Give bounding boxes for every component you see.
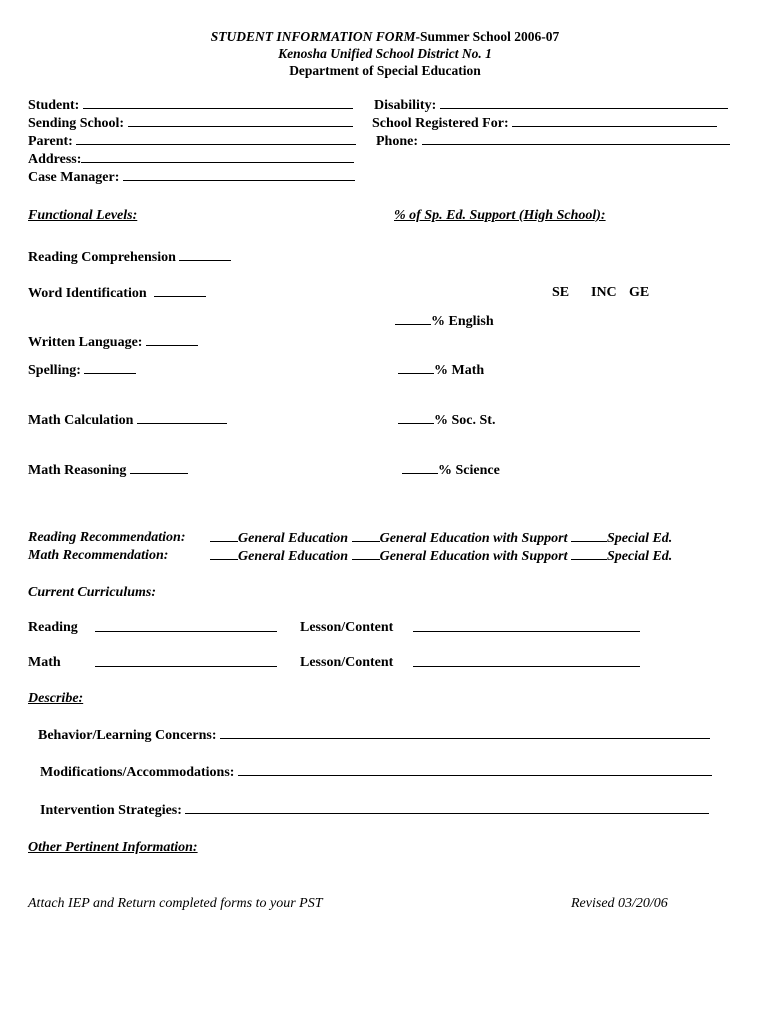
disability-field [374,96,728,114]
modifications-line[interactable] [238,763,712,776]
spelling-line[interactable] [84,361,136,374]
case-manager-line[interactable] [123,168,355,181]
student-field [28,96,353,114]
written-language-field [28,333,198,351]
math-support-blank[interactable] [352,547,380,560]
word-identification-label: Word Identification [28,286,147,301]
reading-support-label: General Education with Support [379,531,568,546]
form-title-italic: STUDENT INFORMATION FORM [210,29,416,44]
form-title-rest: -Summer School 2006-07 [415,29,560,44]
disability-label: Disability: [374,98,437,113]
parent-field [28,132,356,150]
student-line[interactable] [83,96,353,109]
curriculums-heading: Current Curriculums: [28,585,156,600]
reading-lesson-label: Lesson/Content [300,620,394,635]
department-name: Department of Special Education [289,63,481,78]
school-registered-field [372,114,717,132]
math-recommendation-label: Math Recommendation: [28,548,169,563]
behavior-line[interactable] [220,726,710,739]
functional-levels-heading: Functional Levels: [28,208,138,223]
case-manager-label: Case Manager: [28,170,120,185]
math-support-line[interactable] [398,361,434,374]
reading-special-label: Special Ed. [606,531,673,546]
reading-support-blank[interactable] [352,529,380,542]
english-label: % English [431,314,494,329]
written-language-label: Written Language: [28,335,143,350]
word-identification-field [28,284,206,302]
math-reasoning-label: Math Reasoning [28,463,127,478]
sending-school-field [28,114,353,132]
math-curriculum-label: Math [28,655,61,670]
written-language-line[interactable] [146,333,198,346]
reading-recommendation-label: Reading Recommendation: [28,530,186,545]
math-reasoning-field [28,461,188,479]
reading-comprehension-label: Reading Comprehension [28,250,176,265]
math-support-label: % Math [434,363,485,378]
math-reasoning-line[interactable] [130,461,188,474]
math-lesson-line[interactable] [413,654,640,667]
school-registered-label: School Registered For: [372,116,509,131]
math-lesson-label: Lesson/Content [300,655,394,670]
address-field [28,150,354,168]
math-calculation-field [28,411,227,429]
math-general-label: General Education [238,549,349,564]
phone-field [376,132,730,150]
math-curriculum-field[interactable] [95,654,277,671]
phone-line[interactable] [422,132,730,145]
behavior-field [38,726,710,744]
reading-curriculum-line[interactable] [95,619,277,632]
soc-st-field [398,411,495,429]
attach-note: Attach IEP and Return completed forms to your PST [28,896,323,911]
math-support-label: General Education with Support [379,549,568,564]
student-label: Student: [28,98,80,113]
interventions-label: Intervention Strategies [40,803,178,818]
modifications-label: Modifications/Accommodations [40,765,230,780]
address-label: Address: [28,152,82,167]
case-manager-field [28,168,355,186]
science-label: % Science [438,463,500,478]
math-curriculum-line[interactable] [95,654,277,667]
soc-st-label: % Soc. St. [434,413,496,428]
col-se: SE [552,285,570,300]
math-special-blank[interactable] [571,547,607,560]
col-ge: GE [629,285,650,300]
science-line[interactable] [402,461,438,474]
english-field [395,312,494,330]
interventions-field: Intervention Strategies: [40,801,709,819]
disability-line[interactable] [440,96,728,109]
math-lesson-field[interactable] [413,654,640,671]
phone-label: Phone: [376,134,418,149]
behavior-label: Behavior/Learning Concerns: [38,728,217,743]
spelling-label: Spelling: [28,363,81,378]
math-recommendation-options [210,547,672,565]
interventions-line[interactable] [185,801,709,814]
english-line[interactable] [395,312,431,325]
district-name: Kenosha Unified School District No. 1 [278,46,492,61]
parent-line[interactable] [76,132,356,145]
form-title [0,28,770,45]
support-heading: % of Sp. Ed. Support (High School): [394,208,606,223]
reading-lesson-field[interactable] [413,619,640,636]
other-info-heading: Other Pertinent Information: [28,840,198,855]
revised-date: Revised 03/20/06 [571,896,668,911]
parent-label: Parent: [28,134,73,149]
reading-general-label: General Education [238,531,349,546]
word-identification-line[interactable] [154,284,206,297]
reading-recommendation-options [210,529,672,547]
reading-curriculum-field[interactable] [95,619,277,636]
describe-heading: Describe: [28,691,84,706]
reading-curriculum-label: Reading [28,620,78,635]
science-field [402,461,500,479]
math-calculation-line[interactable] [137,411,227,424]
address-line[interactable] [81,150,354,163]
reading-lesson-line[interactable] [413,619,640,632]
math-support-field [398,361,484,379]
reading-comprehension-line[interactable] [179,248,231,261]
math-special-label: Special Ed. [606,549,673,564]
modifications-field: Modifications/Accommodations: [40,763,712,781]
soc-st-line[interactable] [398,411,434,424]
reading-special-blank[interactable] [571,529,607,542]
math-general-blank[interactable] [210,547,238,560]
sending-school-line[interactable] [128,114,353,127]
reading-comprehension-field [28,248,231,266]
sending-school-label: Sending School: [28,116,125,131]
col-inc: INC [591,285,617,300]
reading-general-blank[interactable] [210,529,238,542]
spelling-field [28,361,136,379]
math-calculation-label: Math Calculation [28,413,134,428]
school-registered-line[interactable] [512,114,717,127]
